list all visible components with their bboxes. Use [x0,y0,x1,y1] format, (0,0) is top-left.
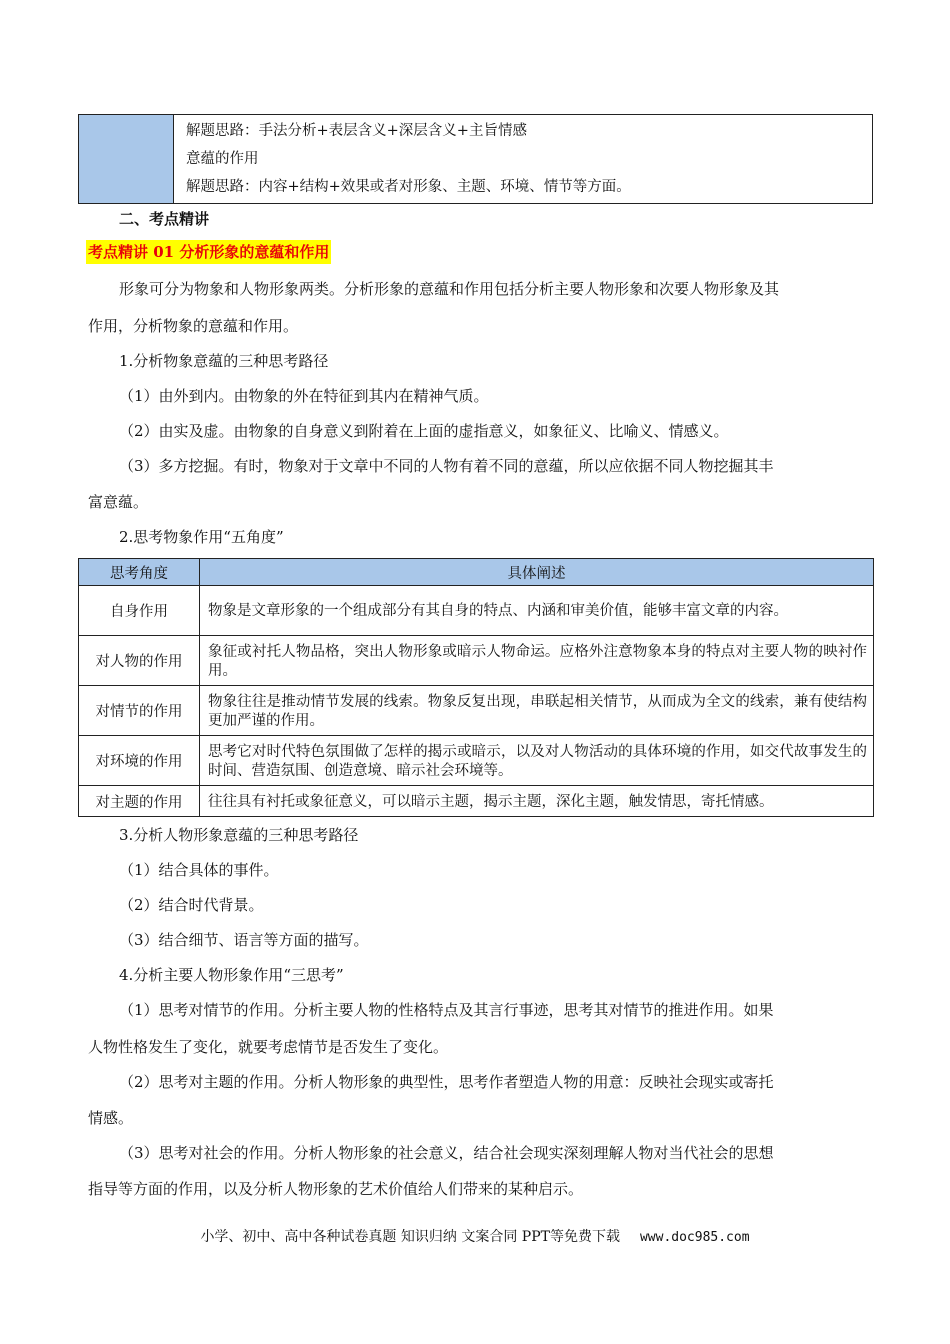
table-row [79,636,874,686]
s4-item-3-line-1: （3）思考对社会的作用。分析人物形象的社会意义，结合社会现实深刻理解人物对当代社会的思想 [119,1144,774,1162]
s3-item-1: （1）结合具体的事件。 [119,861,279,879]
s4-item-1-line-2: 人物性格发生了变化，就要考虑情节是否发生了变化。 [88,1038,449,1056]
s3-title: 3.分析人物形象意蕴的三种思考路径 [119,826,359,844]
top-line-2: 意蕴的作用 [186,151,259,167]
top-table-content-cell [174,115,873,204]
s1-title: 1.分析物象意蕴的三种思考路径 [119,352,329,370]
row-angle: 对环境的作用 [79,736,200,786]
top-line-3: 解题思路：内容+结构+效果或者对形象、主题、环境、情节等方面。 [186,179,631,195]
s4-title: 4.分析主要人物形象作用“三思考” [119,966,344,984]
top-summary-table [78,114,873,204]
s3-item-3: （3）结合细节、语言等方面的描写。 [119,931,369,949]
intro-line-2: 作用，分析物象的意蕴和作用。 [88,317,299,335]
section-heading: 二、考点精讲 [119,210,210,228]
table-row [79,686,874,736]
row-angle: 对人物的作用 [79,636,200,686]
s4-item-1-line-1: （1）思考对情节的作用。分析主要人物的性格特点及其言行事迹，思考其对情节的推进作用。如果 [119,1001,774,1019]
row-angle: 自身作用 [79,586,200,636]
s4-item-2-line-2: 情感。 [88,1109,134,1127]
five-angles-table [78,558,874,817]
top-table-label-cell [79,115,174,204]
kp-title: 考点精讲 01 分析形象的意蕴和作用 [86,240,331,264]
row-angle: 对情节的作用 [79,686,200,736]
row-description: 往往具有衬托或象征意义，可以暗示主题，揭示主题，深化主题，触发情思，寄托情感。 [200,786,874,817]
s1-item-3-line-2: 富意蕴。 [88,493,149,511]
row-description: 物象是文章形象的一个组成部分有其自身的特点、内涵和审美价值，能够丰富文章的内容。 [200,586,874,636]
s1-item-2: （2）由实及虚。由物象的自身意义到附着在上面的虚指意义，如象征义、比喻义、情感义。 [119,422,729,440]
intro-line-1: 形象可分为物象和人物形象两类。分析形象的意蕴和作用包括分析主要人物形象和次要人物形象及其 [119,280,780,298]
footer-text: 小学、初中、高中各种试卷真题 知识归纳 文案合同 PPT等免费下载 [200,1229,620,1245]
s4-item-2-line-1: （2）思考对主题的作用。分析人物形象的典型性，思考作者塑造人物的用意：反映社会现实或寄托 [119,1073,774,1091]
row-angle: 对主题的作用 [79,786,200,817]
table-row [79,736,874,786]
s1-item-1: （1）由外到内。由物象的外在特征到其内在精神气质。 [119,387,489,405]
header-description: 具体阐述 [200,559,874,586]
s2-title: 2.思考物象作用“五角度” [119,528,284,546]
s4-item-3-line-2: 指导等方面的作用，以及分析人物形象的艺术价值给人们带来的某种启示。 [88,1180,584,1198]
table-header-row [79,559,874,586]
header-angle: 思考角度 [79,559,200,586]
s3-item-2: （2）结合时代背景。 [119,896,264,914]
row-description: 物象往往是推动情节发展的线索。物象反复出现，串联起相关情节，从而成为全文的线索，兼有使结构更加严谨的作用。 [200,686,874,736]
page-footer [0,1226,950,1246]
table-row [79,586,874,636]
s1-item-3-line-1: （3）多方挖掘。有时，物象对于文章中不同的人物有着不同的意蕴，所以应依据不同人物挖掘其丰 [119,457,774,475]
table-row [79,786,874,817]
row-description: 思考它对时代特色氛围做了怎样的揭示或暗示，以及对人物活动的具体环境的作用，如交代故事发生的时间、营造氛围、创造意境、暗示社会环境等。 [200,736,874,786]
top-line-1: 解题思路：手法分析+表层含义+深层含义+主旨情感 [186,123,527,139]
footer-url[interactable]: www.doc985.com [639,1230,750,1245]
row-description: 象征或衬托人物品格，突出人物形象或暗示人物命运。应格外注意物象本身的特点对主要人物的映衬作用。 [200,636,874,686]
